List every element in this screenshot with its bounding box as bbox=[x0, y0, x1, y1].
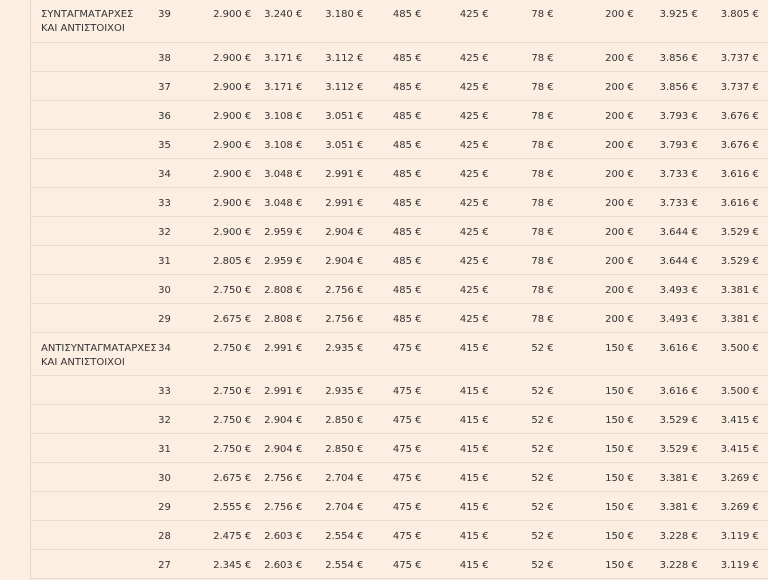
amount-cell: 475 € bbox=[363, 332, 421, 375]
spacer-cell bbox=[759, 520, 768, 549]
amount-cell: 485 € bbox=[363, 158, 421, 187]
amount-cell: 425 € bbox=[421, 0, 488, 42]
table-row bbox=[31, 274, 768, 303]
years-cell: 27 bbox=[156, 549, 196, 578]
spacer-cell bbox=[759, 42, 768, 71]
amount-cell: 2.756 € bbox=[251, 491, 302, 520]
years-cell: 30 bbox=[156, 462, 196, 491]
amount-cell: 485 € bbox=[363, 71, 421, 100]
amount-cell: 200 € bbox=[554, 71, 634, 100]
rank-cell bbox=[31, 491, 156, 520]
amount-cell: 150 € bbox=[554, 404, 634, 433]
amount-cell: 425 € bbox=[421, 42, 488, 71]
amount-cell: 2.904 € bbox=[251, 404, 302, 433]
amount-cell: 2.750 € bbox=[196, 375, 251, 404]
amount-cell: 2.808 € bbox=[251, 303, 302, 332]
amount-cell: 425 € bbox=[421, 100, 488, 129]
amount-cell: 200 € bbox=[554, 245, 634, 274]
amount-cell: 3.733 € bbox=[634, 187, 698, 216]
amount-cell: 2.991 € bbox=[302, 187, 363, 216]
amount-cell: 3.493 € bbox=[634, 274, 698, 303]
amount-cell: 3.737 € bbox=[698, 42, 759, 71]
amount-cell: 3.733 € bbox=[634, 158, 698, 187]
table-row bbox=[31, 100, 768, 129]
amount-cell: 3.269 € bbox=[698, 491, 759, 520]
amount-cell: 3.856 € bbox=[634, 42, 698, 71]
salary-table bbox=[31, 0, 768, 579]
amount-cell: 3.529 € bbox=[698, 216, 759, 245]
amount-cell: 3.381 € bbox=[634, 462, 698, 491]
amount-cell: 2.991 € bbox=[251, 332, 302, 375]
amount-cell: 3.644 € bbox=[634, 216, 698, 245]
amount-cell: 3.805 € bbox=[698, 0, 759, 42]
amount-cell: 485 € bbox=[363, 187, 421, 216]
rank-cell bbox=[31, 100, 156, 129]
amount-cell: 2.900 € bbox=[196, 100, 251, 129]
amount-cell: 485 € bbox=[363, 0, 421, 42]
amount-cell: 78 € bbox=[489, 158, 554, 187]
amount-cell: 425 € bbox=[421, 71, 488, 100]
amount-cell: 485 € bbox=[363, 42, 421, 71]
amount-cell: 3.381 € bbox=[634, 491, 698, 520]
rank-cell bbox=[31, 158, 156, 187]
years-cell: 29 bbox=[156, 491, 196, 520]
amount-cell: 78 € bbox=[489, 100, 554, 129]
spacer-cell bbox=[759, 71, 768, 100]
amount-cell: 3.119 € bbox=[698, 520, 759, 549]
amount-cell: 425 € bbox=[421, 245, 488, 274]
amount-cell: 3.616 € bbox=[634, 332, 698, 375]
amount-cell: 425 € bbox=[421, 158, 488, 187]
amount-cell: 3.529 € bbox=[634, 433, 698, 462]
amount-cell: 485 € bbox=[363, 274, 421, 303]
amount-cell: 2.959 € bbox=[251, 245, 302, 274]
amount-cell: 200 € bbox=[554, 100, 634, 129]
amount-cell: 2.900 € bbox=[196, 216, 251, 245]
amount-cell: 485 € bbox=[363, 100, 421, 129]
amount-cell: 78 € bbox=[489, 129, 554, 158]
amount-cell: 415 € bbox=[421, 433, 488, 462]
spacer-cell bbox=[759, 332, 768, 375]
table-row bbox=[31, 71, 768, 100]
amount-cell: 475 € bbox=[363, 404, 421, 433]
amount-cell: 200 € bbox=[554, 0, 634, 42]
spacer-cell bbox=[759, 404, 768, 433]
table-row bbox=[31, 0, 768, 42]
years-cell: 39 bbox=[156, 0, 196, 42]
amount-cell: 2.554 € bbox=[302, 520, 363, 549]
rank-cell bbox=[31, 433, 156, 462]
years-cell: 34 bbox=[156, 332, 196, 375]
rank-cell bbox=[31, 375, 156, 404]
amount-cell: 415 € bbox=[421, 332, 488, 375]
amount-cell: 2.900 € bbox=[196, 129, 251, 158]
amount-cell: 2.345 € bbox=[196, 549, 251, 578]
amount-cell: 2.704 € bbox=[302, 462, 363, 491]
amount-cell: 475 € bbox=[363, 462, 421, 491]
amount-cell: 2.603 € bbox=[251, 520, 302, 549]
amount-cell: 3.048 € bbox=[251, 158, 302, 187]
amount-cell: 3.240 € bbox=[251, 0, 302, 42]
table-row bbox=[31, 433, 768, 462]
table-row bbox=[31, 245, 768, 274]
years-cell: 37 bbox=[156, 71, 196, 100]
amount-cell: 150 € bbox=[554, 433, 634, 462]
amount-cell: 485 € bbox=[363, 129, 421, 158]
amount-cell: 150 € bbox=[554, 462, 634, 491]
years-cell: 30 bbox=[156, 274, 196, 303]
rank-cell bbox=[31, 129, 156, 158]
years-cell: 35 bbox=[156, 129, 196, 158]
table-row bbox=[31, 42, 768, 71]
amount-cell: 3.644 € bbox=[634, 245, 698, 274]
amount-cell: 475 € bbox=[363, 520, 421, 549]
amount-cell: 2.959 € bbox=[251, 216, 302, 245]
rank-cell bbox=[31, 404, 156, 433]
years-cell: 31 bbox=[156, 433, 196, 462]
amount-cell: 150 € bbox=[554, 491, 634, 520]
amount-cell: 78 € bbox=[489, 216, 554, 245]
amount-cell: 3.616 € bbox=[634, 375, 698, 404]
amount-cell: 415 € bbox=[421, 375, 488, 404]
amount-cell: 2.904 € bbox=[302, 216, 363, 245]
years-cell: 34 bbox=[156, 158, 196, 187]
amount-cell: 2.805 € bbox=[196, 245, 251, 274]
amount-cell: 2.704 € bbox=[302, 491, 363, 520]
table-row bbox=[31, 404, 768, 433]
amount-cell: 3.793 € bbox=[634, 129, 698, 158]
table-row bbox=[31, 303, 768, 332]
spacer-cell bbox=[759, 245, 768, 274]
spacer-cell bbox=[759, 375, 768, 404]
years-cell: 31 bbox=[156, 245, 196, 274]
amount-cell: 2.900 € bbox=[196, 71, 251, 100]
amount-cell: 200 € bbox=[554, 216, 634, 245]
spacer-cell bbox=[759, 187, 768, 216]
amount-cell: 3.112 € bbox=[302, 71, 363, 100]
amount-cell: 415 € bbox=[421, 491, 488, 520]
table-body bbox=[31, 0, 768, 578]
rank-cell bbox=[31, 303, 156, 332]
amount-cell: 2.850 € bbox=[302, 404, 363, 433]
amount-cell: 3.676 € bbox=[698, 100, 759, 129]
amount-cell: 3.856 € bbox=[634, 71, 698, 100]
amount-cell: 2.991 € bbox=[251, 375, 302, 404]
amount-cell: 2.555 € bbox=[196, 491, 251, 520]
amount-cell: 200 € bbox=[554, 158, 634, 187]
amount-cell: 3.415 € bbox=[698, 433, 759, 462]
amount-cell: 2.756 € bbox=[251, 462, 302, 491]
amount-cell: 2.991 € bbox=[302, 158, 363, 187]
amount-cell: 2.904 € bbox=[302, 245, 363, 274]
table-row bbox=[31, 158, 768, 187]
amount-cell: 415 € bbox=[421, 549, 488, 578]
table-row bbox=[31, 549, 768, 578]
amount-cell: 3.119 € bbox=[698, 549, 759, 578]
amount-cell: 2.675 € bbox=[196, 462, 251, 491]
amount-cell: 3.676 € bbox=[698, 129, 759, 158]
rank-cell bbox=[31, 187, 156, 216]
amount-cell: 425 € bbox=[421, 187, 488, 216]
amount-cell: 2.750 € bbox=[196, 404, 251, 433]
amount-cell: 485 € bbox=[363, 216, 421, 245]
amount-cell: 2.603 € bbox=[251, 549, 302, 578]
amount-cell: 2.935 € bbox=[302, 332, 363, 375]
amount-cell: 3.793 € bbox=[634, 100, 698, 129]
amount-cell: 3.228 € bbox=[634, 549, 698, 578]
amount-cell: 3.171 € bbox=[251, 42, 302, 71]
amount-cell: 425 € bbox=[421, 303, 488, 332]
amount-cell: 2.900 € bbox=[196, 158, 251, 187]
amount-cell: 2.904 € bbox=[251, 433, 302, 462]
amount-cell: 415 € bbox=[421, 520, 488, 549]
amount-cell: 78 € bbox=[489, 303, 554, 332]
amount-cell: 52 € bbox=[489, 491, 554, 520]
amount-cell: 415 € bbox=[421, 404, 488, 433]
rank-cell bbox=[31, 274, 156, 303]
spacer-cell bbox=[759, 216, 768, 245]
amount-cell: 2.935 € bbox=[302, 375, 363, 404]
table-row bbox=[31, 462, 768, 491]
rank-cell: ΑΝΤΙΣΥΝΤΑΓΜΑΤΑΡΧΕΣ ΚΑΙ ΑΝΤΙΣΤΟΙΧΟΙ bbox=[31, 332, 156, 375]
spacer-cell bbox=[759, 303, 768, 332]
amount-cell: 3.925 € bbox=[634, 0, 698, 42]
amount-cell: 150 € bbox=[554, 520, 634, 549]
amount-cell: 2.808 € bbox=[251, 274, 302, 303]
years-cell: 33 bbox=[156, 187, 196, 216]
rank-cell bbox=[31, 42, 156, 71]
amount-cell: 3.616 € bbox=[698, 158, 759, 187]
amount-cell: 2.900 € bbox=[196, 42, 251, 71]
spacer-cell bbox=[759, 158, 768, 187]
amount-cell: 2.554 € bbox=[302, 549, 363, 578]
amount-cell: 475 € bbox=[363, 375, 421, 404]
amount-cell: 3.500 € bbox=[698, 375, 759, 404]
amount-cell: 200 € bbox=[554, 303, 634, 332]
amount-cell: 2.475 € bbox=[196, 520, 251, 549]
amount-cell: 3.108 € bbox=[251, 100, 302, 129]
amount-cell: 485 € bbox=[363, 245, 421, 274]
amount-cell: 415 € bbox=[421, 462, 488, 491]
rank-cell: ΣΥΝΤΑΓΜΑΤΑΡΧΕΣ ΚΑΙ ΑΝΤΙΣΤΟΙΧΟΙ bbox=[31, 0, 156, 42]
amount-cell: 3.381 € bbox=[698, 303, 759, 332]
rank-cell bbox=[31, 71, 156, 100]
amount-cell: 52 € bbox=[489, 433, 554, 462]
amount-cell: 3.269 € bbox=[698, 462, 759, 491]
spacer-cell bbox=[759, 491, 768, 520]
table-row bbox=[31, 491, 768, 520]
rank-cell bbox=[31, 216, 156, 245]
rank-cell bbox=[31, 462, 156, 491]
amount-cell: 3.051 € bbox=[302, 100, 363, 129]
amount-cell: 78 € bbox=[489, 42, 554, 71]
amount-cell: 52 € bbox=[489, 404, 554, 433]
spacer-cell bbox=[759, 100, 768, 129]
spacer-cell bbox=[759, 433, 768, 462]
amount-cell: 150 € bbox=[554, 332, 634, 375]
amount-cell: 3.180 € bbox=[302, 0, 363, 42]
amount-cell: 485 € bbox=[363, 303, 421, 332]
years-cell: 33 bbox=[156, 375, 196, 404]
table-row bbox=[31, 332, 768, 375]
amount-cell: 78 € bbox=[489, 0, 554, 42]
amount-cell: 2.675 € bbox=[196, 303, 251, 332]
years-cell: 38 bbox=[156, 42, 196, 71]
spacer-cell bbox=[759, 274, 768, 303]
amount-cell: 3.500 € bbox=[698, 332, 759, 375]
amount-cell: 3.381 € bbox=[698, 274, 759, 303]
amount-cell: 150 € bbox=[554, 549, 634, 578]
spacer-cell bbox=[759, 549, 768, 578]
amount-cell: 200 € bbox=[554, 42, 634, 71]
amount-cell: 52 € bbox=[489, 520, 554, 549]
amount-cell: 475 € bbox=[363, 433, 421, 462]
rank-cell bbox=[31, 520, 156, 549]
amount-cell: 2.750 € bbox=[196, 433, 251, 462]
amount-cell: 3.108 € bbox=[251, 129, 302, 158]
amount-cell: 52 € bbox=[489, 332, 554, 375]
amount-cell: 2.750 € bbox=[196, 332, 251, 375]
amount-cell: 200 € bbox=[554, 187, 634, 216]
rank-cell bbox=[31, 245, 156, 274]
amount-cell: 3.737 € bbox=[698, 71, 759, 100]
amount-cell: 2.900 € bbox=[196, 187, 251, 216]
amount-cell: 2.756 € bbox=[302, 303, 363, 332]
amount-cell: 475 € bbox=[363, 549, 421, 578]
amount-cell: 200 € bbox=[554, 274, 634, 303]
amount-cell: 150 € bbox=[554, 375, 634, 404]
amount-cell: 3.415 € bbox=[698, 404, 759, 433]
amount-cell: 3.529 € bbox=[698, 245, 759, 274]
amount-cell: 52 € bbox=[489, 375, 554, 404]
amount-cell: 78 € bbox=[489, 71, 554, 100]
amount-cell: 425 € bbox=[421, 129, 488, 158]
amount-cell: 2.900 € bbox=[196, 0, 251, 42]
amount-cell: 200 € bbox=[554, 129, 634, 158]
amount-cell: 2.750 € bbox=[196, 274, 251, 303]
amount-cell: 3.616 € bbox=[698, 187, 759, 216]
amount-cell: 78 € bbox=[489, 274, 554, 303]
amount-cell: 3.112 € bbox=[302, 42, 363, 71]
amount-cell: 52 € bbox=[489, 462, 554, 491]
amount-cell: 425 € bbox=[421, 216, 488, 245]
amount-cell: 3.493 € bbox=[634, 303, 698, 332]
years-cell: 28 bbox=[156, 520, 196, 549]
rank-cell bbox=[31, 549, 156, 578]
years-cell: 36 bbox=[156, 100, 196, 129]
years-cell: 29 bbox=[156, 303, 196, 332]
amount-cell: 3.171 € bbox=[251, 71, 302, 100]
table-row bbox=[31, 187, 768, 216]
amount-cell: 3.051 € bbox=[302, 129, 363, 158]
amount-cell: 3.529 € bbox=[634, 404, 698, 433]
years-cell: 32 bbox=[156, 404, 196, 433]
amount-cell: 78 € bbox=[489, 187, 554, 216]
table-row bbox=[31, 375, 768, 404]
amount-cell: 475 € bbox=[363, 491, 421, 520]
table-row bbox=[31, 520, 768, 549]
spacer-cell bbox=[759, 462, 768, 491]
amount-cell: 3.048 € bbox=[251, 187, 302, 216]
years-cell: 32 bbox=[156, 216, 196, 245]
amount-cell: 2.756 € bbox=[302, 274, 363, 303]
amount-cell: 52 € bbox=[489, 549, 554, 578]
amount-cell: 425 € bbox=[421, 274, 488, 303]
table-row bbox=[31, 216, 768, 245]
table-row bbox=[31, 129, 768, 158]
amount-cell: 2.850 € bbox=[302, 433, 363, 462]
spacer-cell bbox=[759, 129, 768, 158]
amount-cell: 78 € bbox=[489, 245, 554, 274]
amount-cell: 3.228 € bbox=[634, 520, 698, 549]
spacer-cell bbox=[759, 0, 768, 42]
